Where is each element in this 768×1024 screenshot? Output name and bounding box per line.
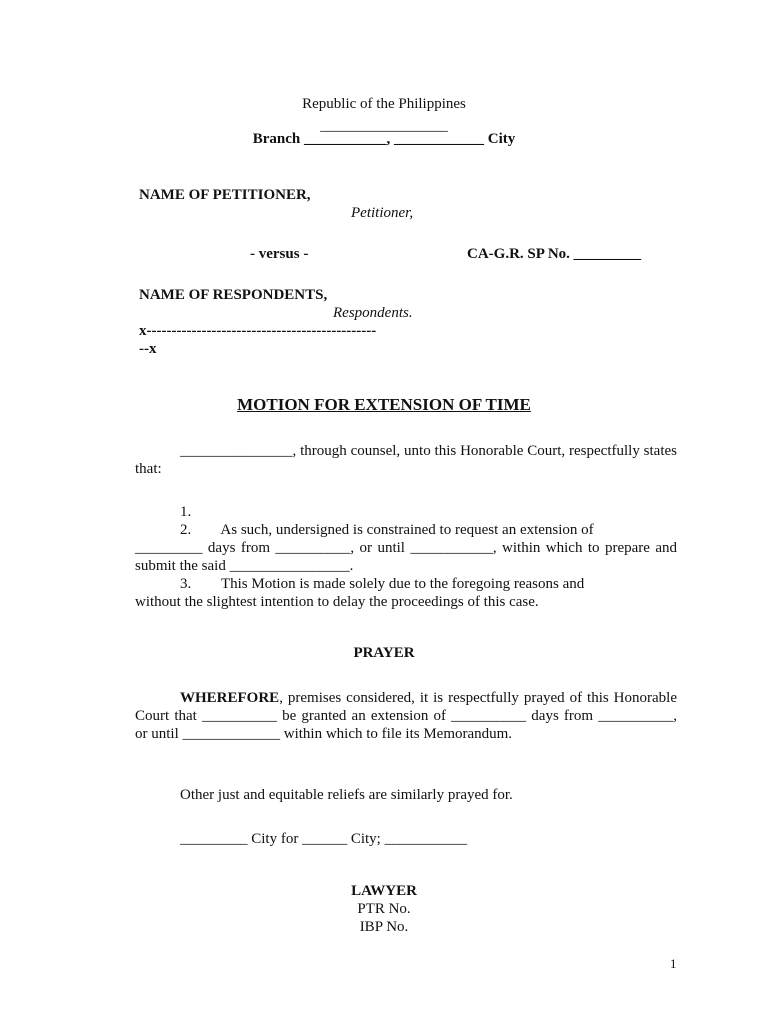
wherefore-paragraph	[135, 689, 677, 743]
ibp-number: IBP No.	[359, 919, 409, 935]
petitioner-role: Petitioner,	[351, 205, 414, 221]
lawyer-name: LAWYER	[351, 883, 417, 899]
item-3-first-line: 3. This Motion is made solely due to the foregoing reasons and	[180, 576, 585, 592]
item-2-first-line: 2. As such, undersigned is constrained to request an extension of	[180, 522, 594, 538]
court-name-blank: _________________	[320, 118, 448, 134]
respondents-name: NAME OF RESPONDENTS,	[139, 287, 328, 303]
case-number: CA-G.R. SP No. _________	[467, 246, 642, 262]
petitioner-name: NAME OF PETITIONER,	[139, 187, 311, 203]
page-number: 1	[670, 956, 677, 971]
item-1: 1.	[180, 504, 192, 520]
respondents-role: Respondents.	[333, 305, 413, 321]
motion-title: MOTION FOR EXTENSION OF TIME	[237, 395, 531, 414]
other-reliefs: Other just and equitable reliefs are similarly prayed for.	[180, 787, 513, 803]
caption-separator-end: --x	[139, 341, 157, 357]
city-date-line: _________ City for ______ City; ___________	[180, 831, 468, 847]
branch-line: Branch ___________, ____________ City	[252, 131, 516, 147]
intro-paragraph: _______________, through counsel, unto this Honorable Court, respectfully states that:	[135, 443, 677, 477]
prayer-heading: PRAYER	[353, 645, 415, 661]
republic-heading: Republic of the Philippines	[302, 96, 466, 112]
ptr-number: PTR No.	[357, 901, 411, 917]
item-2-continuation: _________ days from __________, or until ___________, within which to prepare and submit the said ________________.	[135, 540, 677, 574]
caption-separator: x----------------------------------------------	[139, 323, 377, 339]
wherefore-keyword: WHEREFORE	[180, 690, 280, 706]
versus-label: - versus -	[250, 246, 309, 262]
item-3-continuation: without the slightest intention to delay the proceedings of this case.	[135, 594, 539, 610]
wherefore-text: , premises considered, it is respectfully prayed of this Honorable Court that __________ be granted an extension of __________ days from __________, or until _____________ within which to file its Memorandum.	[135, 690, 677, 742]
